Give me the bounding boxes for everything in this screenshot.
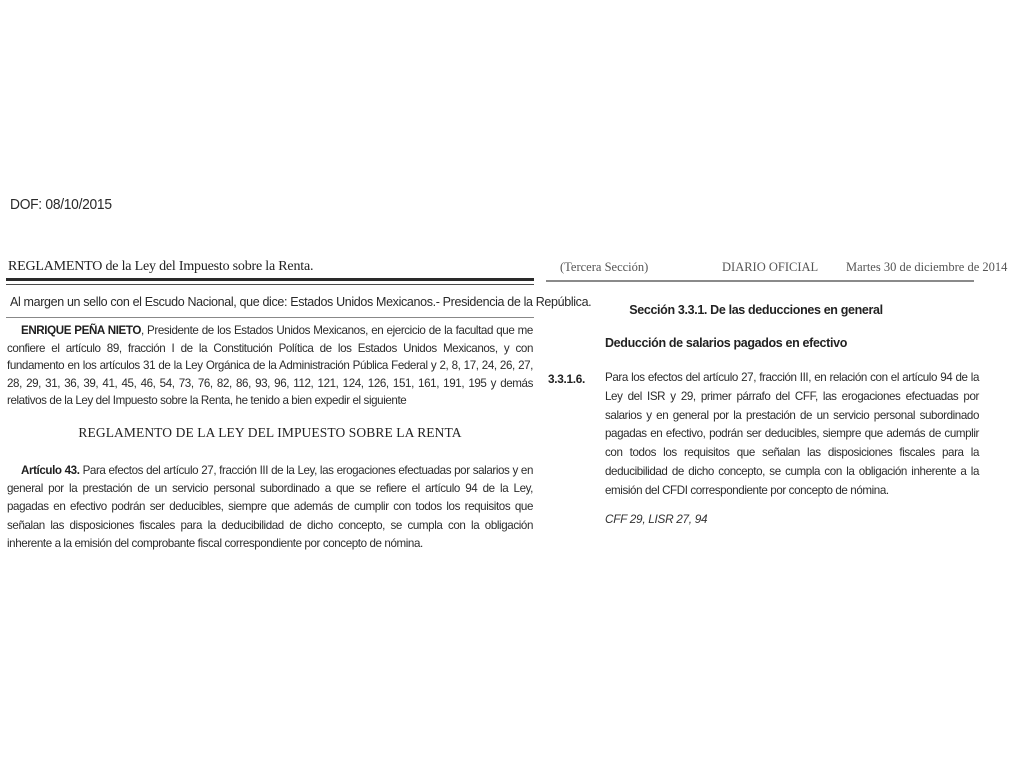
heading-divider-thin: [6, 284, 534, 285]
president-name: ENRIQUE PEÑA NIETO: [21, 324, 141, 337]
heading-divider-thick: [6, 278, 534, 281]
regulation-title: REGLAMENTO DE LA LEY DEL IMPUESTO SOBRE LA RENTA: [78, 425, 462, 440]
header-date: Martes 30 de diciembre de 2014: [846, 260, 1008, 274]
margin-note: Al margen un sello con el Escudo Nacional, que dice: Estados Unidos Mexicanos.- Presidencia de la República.: [10, 295, 592, 309]
regulation-heading: REGLAMENTO de la Ley del Impuesto sobre la Renta.: [8, 259, 314, 274]
header-section-label: (Tercera Sección): [560, 260, 649, 274]
dof-date: DOF: 08/10/2015: [10, 196, 112, 213]
section-title: Sección 3.3.1. De las deducciones en general: [629, 303, 883, 317]
rule-number: 3.3.1.6.: [548, 372, 585, 386]
legal-references: CFF 29, LISR 27, 94: [605, 512, 708, 526]
article-label: Artículo 43.: [21, 464, 80, 477]
header-publication-name: DIARIO OFICIAL: [722, 260, 819, 274]
header-divider: [546, 280, 974, 282]
margin-note-divider: [6, 317, 534, 318]
preamble-text: , Presidente de los Estados Unidos Mexicanos, en ejercicio de la facultad que me confiere el artículo 89, fracción I de la Constitución Política de los Estados Unidos Mexicanos, y con fundamento en los artículos 31 de la Ley Orgánica de la Administración Pública Federal y 2, 8, 17, 24, 26, 27, 28, 29, 31, 36, 39, 41, 45, 46, 54, 73, 76, 82, 86, 93, 96, 112, 121, 124, 126, 151, 161, 191, 195 y demás relativos de la Ley del Impuesto sobre la Renta, he tenido a bien expedir el siguiente: [7, 324, 533, 407]
preamble-paragraph: [7, 322, 533, 410]
rule-text: Para los efectos del artículo 27, fracción III, en relación con el artículo 94 de la Ley del ISR y 29, primer párrafo del CFF, las erogaciones efectuadas por salarios y en general por la prestación de un servicio personal subordinado pagadas en efectivo, podrán ser deducibles, siempre que además de cumplir con todos los requisitos que señalan las disposiciones fiscales para la deducibilidad de dicho concepto, se cumpla con la obligación inherente a la emisión del CFDI correspondiente por concepto de nómina.: [605, 371, 979, 497]
article-text: Para efectos del artículo 27, fracción III de la Ley, las erogaciones efectuadas por salarios y en general por la prestación de un servicio personal subordinado a que se refiere el artículo 94 de la Ley, pagadas en efectivo podrán ser deducibles, siempre que además de cumplir con todos los requisitos que señalan las disposiciones fiscales para la deducibilidad de dicho concepto, se cumpla con la obligación inherente a la emisión del comprobante fiscal correspondiente por concepto de nómina.: [7, 464, 533, 550]
subsection-title: Deducción de salarios pagados en efectivo: [605, 336, 847, 350]
article-43-paragraph: [7, 462, 533, 553]
